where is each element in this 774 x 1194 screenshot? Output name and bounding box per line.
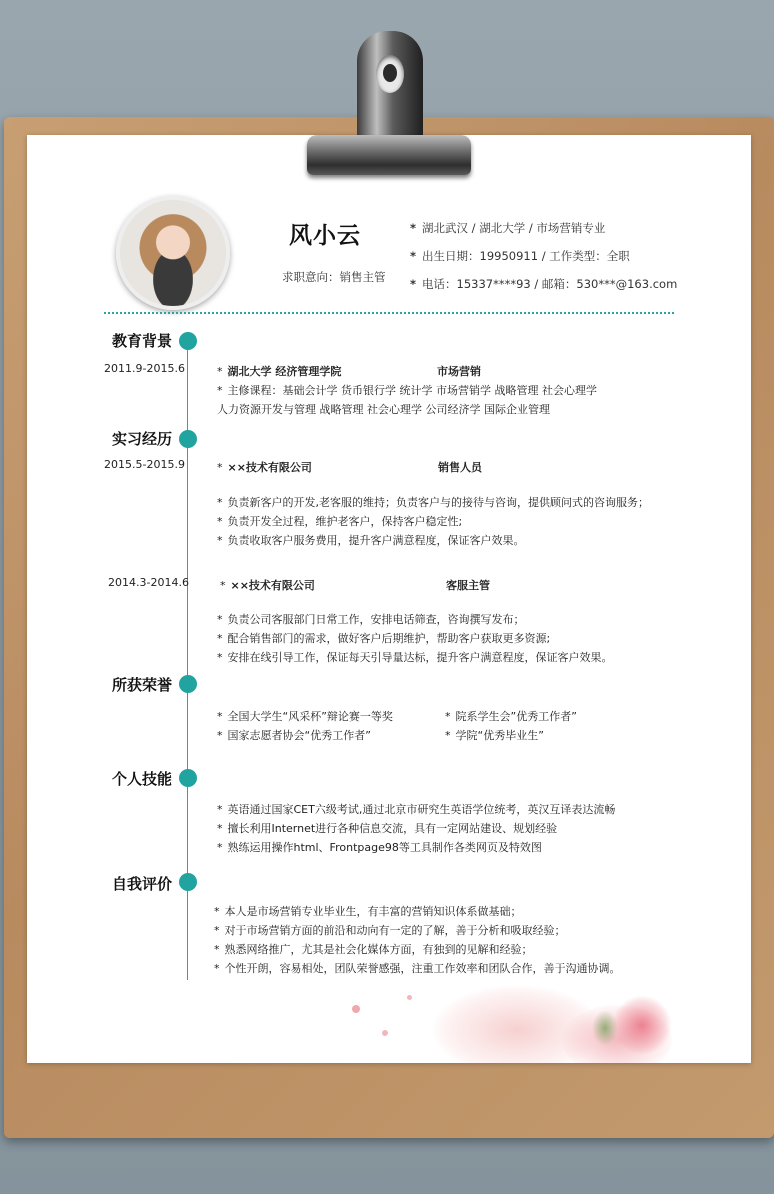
paint-dot — [407, 995, 412, 1000]
clip-plate — [307, 135, 471, 175]
self-eval-item: * 个性开朗，容易相处，团队荣誉感强，注重工作效率和团队合作，善于沟通协调。 — [214, 962, 621, 975]
job-intent-label: 求职意向： — [282, 270, 340, 284]
self-eval-item: * 对于市场营销方面的前沿和动向有一定的了解，善于分析和吸取经验； — [214, 924, 566, 937]
candidate-name: 风小云 — [289, 223, 361, 249]
internship-2-duty: * 负责公司客服部门日常工作，安排电话筛查，咨询撰写发布； — [217, 613, 525, 626]
info-location: * 湖北武汉 / 湖北大学 / 市场营销专业 — [410, 221, 606, 235]
flower-decoration — [312, 975, 751, 1063]
info-contact: * 电话：15337****93 / 邮箱：530***@163.com — [410, 277, 678, 291]
internship-1-duty: * 负责收取客户服务费用，提升客户满意程度，保证客户效果。 — [217, 534, 525, 547]
internship-2-date: 2014.3-2014.6 — [108, 576, 189, 589]
profile-photo — [116, 196, 230, 310]
honor-item: * 学院“优秀毕业生” — [445, 729, 544, 742]
leaf — [592, 1010, 618, 1046]
internship-2-company: * ××技术有限公司 — [220, 579, 315, 592]
job-intent-value: 销售主管 — [339, 270, 386, 284]
section-title-skills: 个人技能 — [112, 770, 173, 788]
section-title-internship: 实习经历 — [112, 430, 173, 448]
binder-clip — [295, 25, 475, 175]
section-title-self: 自我评价 — [112, 875, 173, 893]
education-date: 2011.9-2015.6 — [104, 362, 185, 375]
internship-2-duty: * 安排在线引导工作，保证每天引导量达标，提升客户满意程度，保证客户效果。 — [217, 651, 613, 664]
internship-1-company: * ××技术有限公司 — [217, 461, 312, 474]
resume-paper — [27, 135, 751, 1063]
timeline-dot — [179, 675, 197, 693]
internship-1-duty: * 负责新客户的开发,老客服的维持；负责客户与的接待与咨询，提供顾问式的咨询服务； — [217, 496, 649, 509]
self-eval-item: * 本人是市场营销专业毕业生，有丰富的营销知识体系做基础； — [214, 905, 522, 918]
internship-2-duty: * 配合销售部门的需求，做好客户后期维护，帮助客户获取更多资源; — [217, 632, 551, 645]
info-birth: * 出生日期：19950911 / 工作类型：全职 — [410, 249, 630, 263]
timeline-dot — [179, 332, 197, 350]
job-intent — [282, 269, 386, 285]
timeline-dot — [179, 430, 197, 448]
timeline-dot — [179, 873, 197, 891]
skill-item: * 擅长利用Internet进行各种信息交流，具有一定网站建设、规划经验 — [217, 822, 558, 835]
skill-item: * 英语通过国家CET六级考试,通过北京市研究生英语学位统考，英汉互译表达流畅 — [217, 803, 616, 816]
clip-hole — [376, 55, 404, 93]
self-eval-item: * 熟悉网络推广，尤其是社会化媒体方面，有独到的见解和经验； — [214, 943, 533, 956]
internship-2-position: 客服主管 — [446, 579, 490, 592]
honor-item: * 国家志愿者协会“优秀工作者” — [217, 729, 371, 742]
honor-item: * 院系学生会”优秀工作者” — [445, 710, 577, 723]
internship-1-date: 2015.5-2015.9 — [104, 458, 185, 471]
section-title-honors: 所获荣誉 — [112, 676, 173, 694]
skill-item: * 熟练运用操作html、Frontpage98等工具制作各类网页及特效图 — [217, 841, 542, 854]
header-divider — [104, 312, 674, 314]
section-title-education: 教育背景 — [112, 332, 173, 350]
flower-petal — [612, 995, 672, 1055]
internship-1-position: 销售人员 — [438, 461, 482, 474]
education-school-row: * 湖北大学 经济管理学院 — [217, 365, 342, 378]
education-courses-1: * 主修课程：基础会计学 货币银行学 统计学 市场营销学 战略管理 社会心理学 — [217, 384, 597, 397]
timeline-dot — [179, 769, 197, 787]
paint-dot — [382, 1030, 388, 1036]
paint-dot — [352, 1005, 360, 1013]
education-courses-2: 人力资源开发与管理 战略管理 社会心理学 公司经济学 国际企业管理 — [217, 403, 550, 416]
internship-1-duty: * 负责开发全过程，维护老客户，保持客户稳定性; — [217, 515, 463, 528]
honor-item: * 全国大学生“风采杯”辩论赛一等奖 — [217, 710, 393, 723]
education-major: 市场营销 — [437, 365, 481, 378]
